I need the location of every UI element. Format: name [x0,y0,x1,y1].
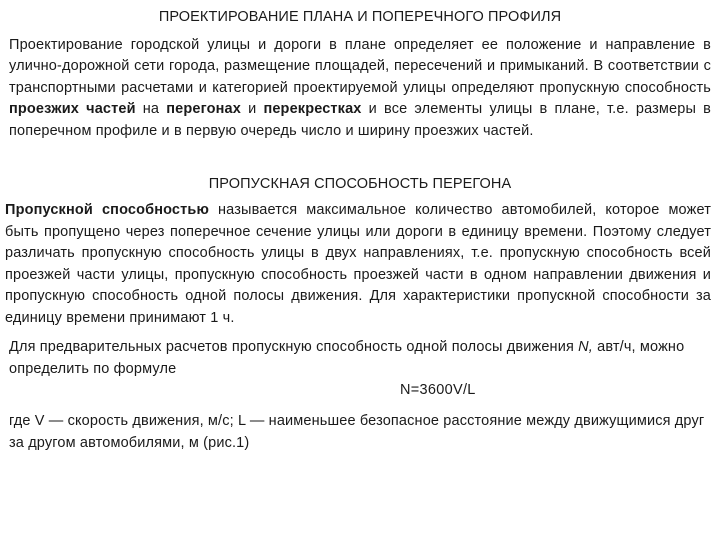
calculation-paragraph [9,337,709,380]
calc-text-2: авт/ч, можно определить по формуле [9,339,685,377]
intro-text-4: и все элементы улицы в плане, т.е. размеры в поперечном профиле и в первую очередь число и ширину проезжих частей. [9,101,712,139]
term-intersections: перекрестках [263,101,362,118]
definition-paragraph [5,200,711,330]
calc-text-1: Для предварительных расчетов пропускную способность одной полосы движения [9,339,579,355]
explanation-paragraph: где V — скорость движения, м/с; L — наименьшее безопасное расстояние между движущимися друг за другом автомобилями, м (рис.1) [9,413,705,451]
term-capacity: Пропускной способностью [5,202,209,218]
intro-text-1: Проектирование городской улицы и дороги в плане определяет ее положение и направление в улично-дорожной сети города, размещение площадей, пересечений и примыканий. В соответствии с транспортными расчетами и категорией проектируемой улицы определяют пропускную способность [9,37,711,96]
intro-text-2: на [135,101,167,118]
formula: N=3600V/L [400,382,476,398]
intro-text-3: и [240,101,264,118]
section-title: ПРОПУСКНАЯ СПОСОБНОСТЬ ПЕРЕГОНА [208,176,512,192]
page-title: ПРОЕКТИРОВАНИЕ ПЛАНА И ПОПЕРЕЧНОГО ПРОФИЛЯ [158,9,562,25]
calc-symbol: N, [578,339,593,355]
term-segments: перегонах [166,101,241,118]
term-roadways: проезжих частей [9,101,136,118]
definition-text: называется максимальное количество автомобилей, которое может быть пропущено через поперечное сечение улицы или дороги в единицу времени. Поэтому следует различать пропускную способность улицы в двух направлениях, т.е. пропускную способность всей проезжей части улицы, пропускную способность проезжей части в одном направлении движения и пропускную способность одной полосы движения. Для характеристики пропускной способности за единицу времени принимают 1 ч. [5,202,711,326]
intro-paragraph [9,35,711,142]
